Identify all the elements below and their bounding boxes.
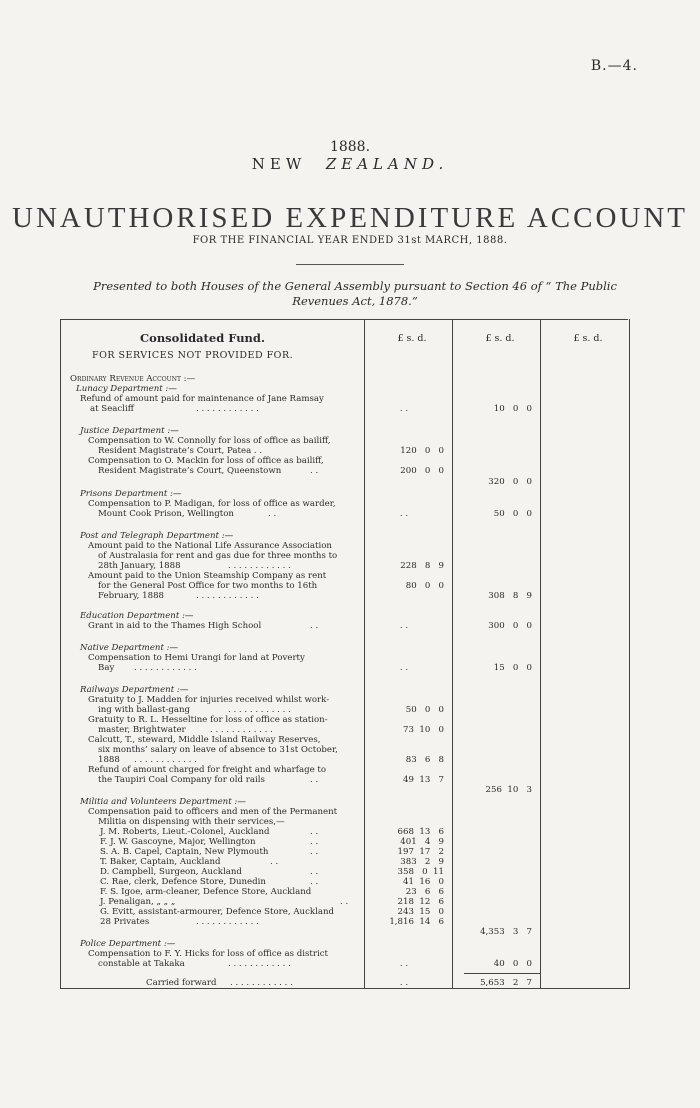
- native-heading: Native Department :—: [80, 643, 179, 653]
- ordinary-account-heading: Ordinary Revenue Account :—: [70, 374, 196, 384]
- amount-cell: 83 6 8: [405, 755, 444, 765]
- leader-dots: . .: [310, 827, 319, 837]
- column-header-1: £ s. d.: [397, 333, 427, 344]
- leader-dots: . .: [399, 509, 409, 519]
- table-row-text: 28th January, 1888: [98, 561, 181, 571]
- amount-cell: 256 10 3: [485, 785, 532, 795]
- leader-dots: . .: [270, 857, 279, 867]
- subtotal-rule: [464, 973, 540, 974]
- presented-line-2: Revenues Act, 1878.”: [292, 294, 418, 308]
- leader-dots: . .: [399, 621, 409, 631]
- table-row-text: Compensation to O. Mackin for loss of office as bailiff,: [88, 456, 324, 466]
- leader-dots: . .: [310, 775, 319, 785]
- leader-dots: . .: [310, 877, 319, 887]
- table-top-rule: [60, 319, 628, 320]
- leader-dots: . .: [310, 621, 319, 631]
- table-row-text: the Taupiri Coal Company for old rails: [98, 775, 265, 785]
- amount-cell: 320 0 0: [488, 477, 532, 487]
- leader-dots: . . . . . . . . . . . .: [196, 917, 259, 927]
- column-header-3: £ s. d.: [573, 333, 603, 344]
- table-row-text: Gratuity to R. L. Hesseltine for loss of office as station-: [88, 715, 328, 725]
- table-row-text: Militia on dispensing with their services,—: [98, 817, 285, 827]
- leader-dots: . .: [310, 837, 319, 847]
- table-row-text: T. Baker, Captain, Auckland: [100, 857, 221, 867]
- table-row-text: of Australasia for rent and gas due for three months to: [98, 551, 338, 561]
- lunacy-heading: Lunacy Department :—: [76, 384, 177, 394]
- amount-cell: 80 0 0: [405, 581, 444, 591]
- table-row-text: S. A. B. Capel, Captain, New Plymouth: [100, 847, 269, 857]
- amount-cell: 50 0 0: [493, 509, 532, 519]
- presented-line-1: Presented to both Houses of the General Assembly pursuant to Section 46 of “ The Public: [93, 279, 617, 293]
- amount-cell: 49 13 7: [403, 775, 444, 785]
- table-row-text: G. Evitt, assistant-armourer, Defence Store, Auckland: [100, 907, 334, 917]
- amount-cell: 10 0 0: [493, 404, 532, 414]
- table-row-text: Resident Magistrate’s Court, Queenstown: [98, 466, 282, 476]
- amount-cell: 243 15 0: [397, 907, 444, 917]
- carried-forward-label: Carried forward: [146, 978, 217, 988]
- amount-cell: 383 2 9: [400, 857, 444, 867]
- amount-cell: 218 12 6: [397, 897, 444, 907]
- table-row-text: 1888: [98, 755, 120, 765]
- amount-cell: 358 0 11: [397, 867, 444, 877]
- leader-dots: . .: [340, 897, 349, 907]
- railways-heading: Railways Department :—: [80, 685, 189, 695]
- document-year: 1888.: [329, 139, 371, 155]
- title-rule: [296, 264, 404, 265]
- table-row-text: Compensation to P. Madigan, for loss of office as warder,: [88, 499, 336, 509]
- page-reference: B.—4.: [590, 58, 638, 74]
- table-row-text: Bay: [98, 663, 115, 673]
- document-subtitle: FOR THE FINANCIAL YEAR ENDED 31st MARCH, 1888.: [192, 235, 508, 246]
- table-row-text: Resident Magistrate’s Court, Patea . .: [98, 446, 263, 456]
- table-row-text: Compensation to F. Y. Hicks for loss of office as district: [88, 949, 328, 959]
- amount-cell: 15 0 0: [493, 663, 532, 673]
- presented-note: [70, 279, 640, 309]
- amount-cell: 4,353 3 7: [480, 927, 532, 937]
- document-title: UNAUTHORISED EXPENDITURE ACCOUNT: [12, 202, 688, 234]
- table-row-text: J. M. Roberts, Lieut.-Colonel, Auckland: [100, 827, 270, 837]
- leader-dots: . . . . . . . . . . . .: [228, 705, 291, 715]
- leader-dots: . .: [399, 978, 409, 988]
- column-divider-2: [452, 319, 453, 988]
- table-row-text: for the General Post Office for two months to 16th: [98, 581, 318, 591]
- amount-cell: 308 8 9: [488, 591, 532, 601]
- amount-cell: 668 13 6: [397, 827, 444, 837]
- country-word-1: NEW: [251, 155, 307, 173]
- column-divider-3: [540, 319, 541, 988]
- country-word-2: ZEALAND.: [325, 155, 449, 173]
- leader-dots: . . . . . . . . . . . .: [196, 404, 259, 414]
- table-row-text: February, 1888: [98, 591, 165, 601]
- table-row-text: F. J. W. Gascoyne, Major, Wellington: [100, 837, 256, 847]
- table-row-text: master, Brightwater: [98, 725, 186, 735]
- table-row-text: constable at Takaka: [98, 959, 185, 969]
- amount-cell: 120 0 0: [400, 446, 444, 456]
- leader-dots: . .: [399, 663, 409, 673]
- justice-heading: Justice Department :—: [80, 426, 179, 436]
- table-row-text: ing with ballast-gang: [98, 705, 191, 715]
- table-row-text: at Seacliff: [90, 404, 134, 414]
- police-heading: Police Department :—: [80, 939, 176, 949]
- table-row-text: Amount paid to the Union Steamship Company as rent: [88, 571, 327, 581]
- table-row-text: Amount paid to the National Life Assurance Association: [88, 541, 332, 551]
- leader-dots: . . . . . . . . . . . .: [134, 663, 197, 673]
- post-heading: Post and Telegraph Department :—: [80, 531, 234, 541]
- prisons-heading: Prisons Department :—: [80, 489, 182, 499]
- leader-dots: . . . . . . . . . . . .: [196, 591, 259, 601]
- amount-cell: 50 0 0: [405, 705, 444, 715]
- table-row-text: Calcutt, T., steward, Middle Island Railway Reserves,: [88, 735, 321, 745]
- table-row-text: Gratuity to J. Madden for injuries received whilst work-: [88, 695, 330, 705]
- table-row-text: Grant in aid to the Thames High School: [88, 621, 262, 631]
- carried-forward-amount: 5,653 2 7: [480, 978, 532, 988]
- table-row-text: Compensation paid to officers and men of the Permanent: [88, 807, 338, 817]
- table-row-text: C. Rae, clerk, Defence Store, Dunedin: [100, 877, 266, 887]
- table-row-text: F. S. Igoe, arm-cleaner, Defence Store, Auckland: [100, 887, 312, 897]
- fund-title: Consolidated Fund.: [140, 331, 265, 345]
- amount-cell: 40 0 0: [493, 959, 532, 969]
- militia-heading: Militia and Volunteers Department :—: [80, 797, 246, 807]
- country-heading: [0, 155, 700, 173]
- amount-cell: 73 10 0: [403, 725, 444, 735]
- table-row-text: 28 Privates: [100, 917, 150, 927]
- services-heading: FOR SERVICES NOT PROVIDED FOR.: [92, 350, 294, 361]
- column-header-2: £ s. d.: [485, 333, 515, 344]
- education-heading: Education Department :—: [80, 611, 194, 621]
- amount-cell: 401 4 9: [400, 837, 444, 847]
- leader-dots: . .: [399, 404, 409, 414]
- leader-dots: . . . . . . . . . . . .: [228, 959, 291, 969]
- leader-dots: . . . . . . . . . . . .: [134, 755, 197, 765]
- table-row-text: Compensation to W. Connolly for loss of office as bailiff,: [88, 436, 331, 446]
- leader-dots: . .: [310, 867, 319, 877]
- leader-dots: . .: [310, 847, 319, 857]
- leader-dots: . . . . . . . . . . . .: [228, 561, 291, 571]
- leader-dots: . .: [310, 466, 319, 476]
- amount-cell: 23 6 6: [405, 887, 444, 897]
- table-row-text: Refund of amount paid for maintenance of Jane Ramsay: [80, 394, 324, 404]
- table-row-text: D. Campbell, Surgeon, Auckland: [100, 867, 242, 877]
- amount-cell: 300 0 0: [488, 621, 532, 631]
- table-row-text: Compensation to Hemi Urangi for land at Poverty: [88, 653, 305, 663]
- amount-cell: 200 0 0: [400, 466, 444, 476]
- leader-dots: . . . . . . . . . . . .: [210, 725, 273, 735]
- table-row-text: Mount Cook Prison, Wellington: [98, 509, 234, 519]
- leader-dots: . . . . . . . . . . . .: [230, 978, 293, 988]
- amount-cell: 1,816 14 6: [389, 917, 444, 927]
- leader-dots: . .: [399, 959, 409, 969]
- amount-cell: 41 16 0: [403, 877, 444, 887]
- amount-cell: 197 17 2: [397, 847, 444, 857]
- amount-cell: 228 8 9: [400, 561, 444, 571]
- table-row-text: Refund of amount charged for freight and wharfage to: [88, 765, 327, 775]
- table-row-text: J. Penaligan, „ „ „: [100, 897, 176, 907]
- leader-dots: . .: [268, 509, 277, 519]
- table-row-text: six months’ salary on leave of absence to 31st October,: [98, 745, 338, 755]
